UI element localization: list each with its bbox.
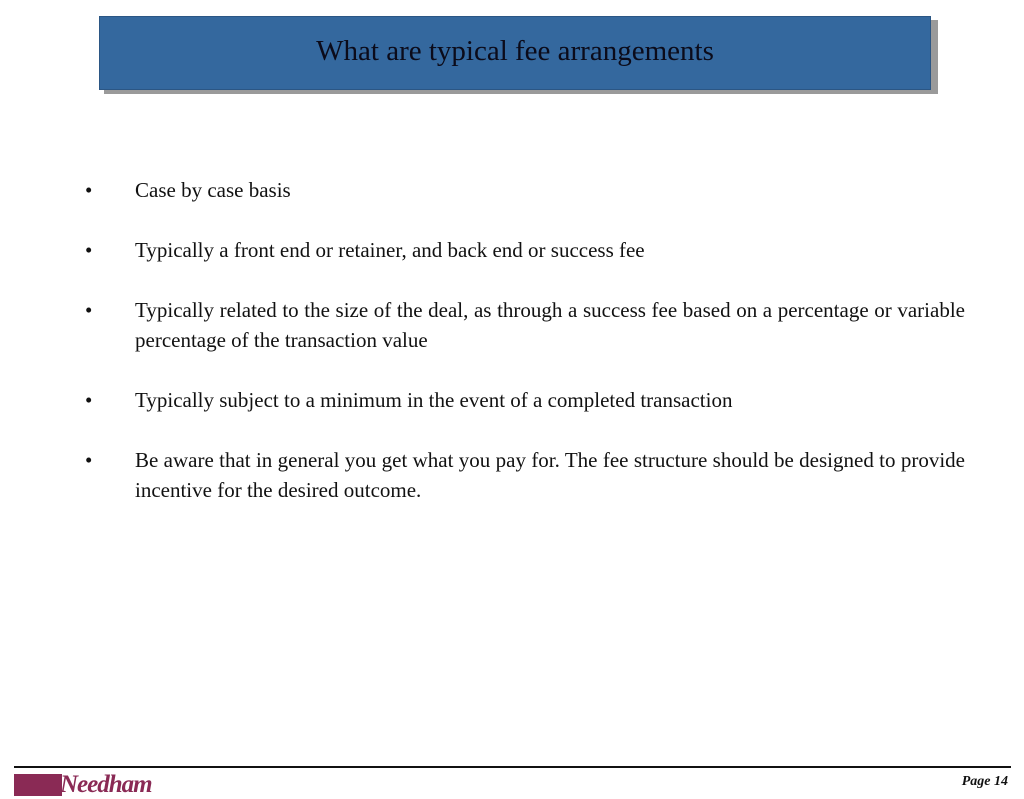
- bullet-marker: •: [85, 388, 93, 412]
- bullet-text: Typically a front end or retainer, and back end or success fee: [135, 238, 645, 262]
- bullet-item: [85, 385, 965, 415]
- bullet-text: Typically related to the size of the deal, as through a success fee based on a percentage or variable percentage of the transaction value: [135, 298, 965, 352]
- bullet-item: [85, 445, 965, 505]
- footer-divider: [14, 766, 1011, 768]
- logo-text: Needham: [60, 771, 152, 798]
- bullet-item: [85, 175, 965, 205]
- needham-logo: [14, 772, 152, 798]
- bullet-marker: •: [85, 448, 93, 472]
- logo-bar: [14, 774, 62, 796]
- bullet-text: Case by case basis: [135, 178, 291, 202]
- page-number: Page 14: [961, 774, 1008, 789]
- bullet-marker: •: [85, 298, 93, 322]
- bullet-text: Typically subject to a minimum in the event of a completed transaction: [135, 388, 733, 412]
- bullet-item: [85, 235, 965, 265]
- bullet-text: Be aware that in general you get what you pay for. The fee structure should be designed to provide incentive for the desired outcome.: [135, 448, 965, 502]
- bullet-item: [85, 295, 965, 355]
- bullet-list: [85, 175, 965, 535]
- bullet-marker: •: [85, 178, 93, 202]
- slide-title: What are typical fee arrangements: [316, 34, 714, 67]
- bullet-marker: •: [85, 238, 93, 262]
- title-bar: [99, 16, 931, 90]
